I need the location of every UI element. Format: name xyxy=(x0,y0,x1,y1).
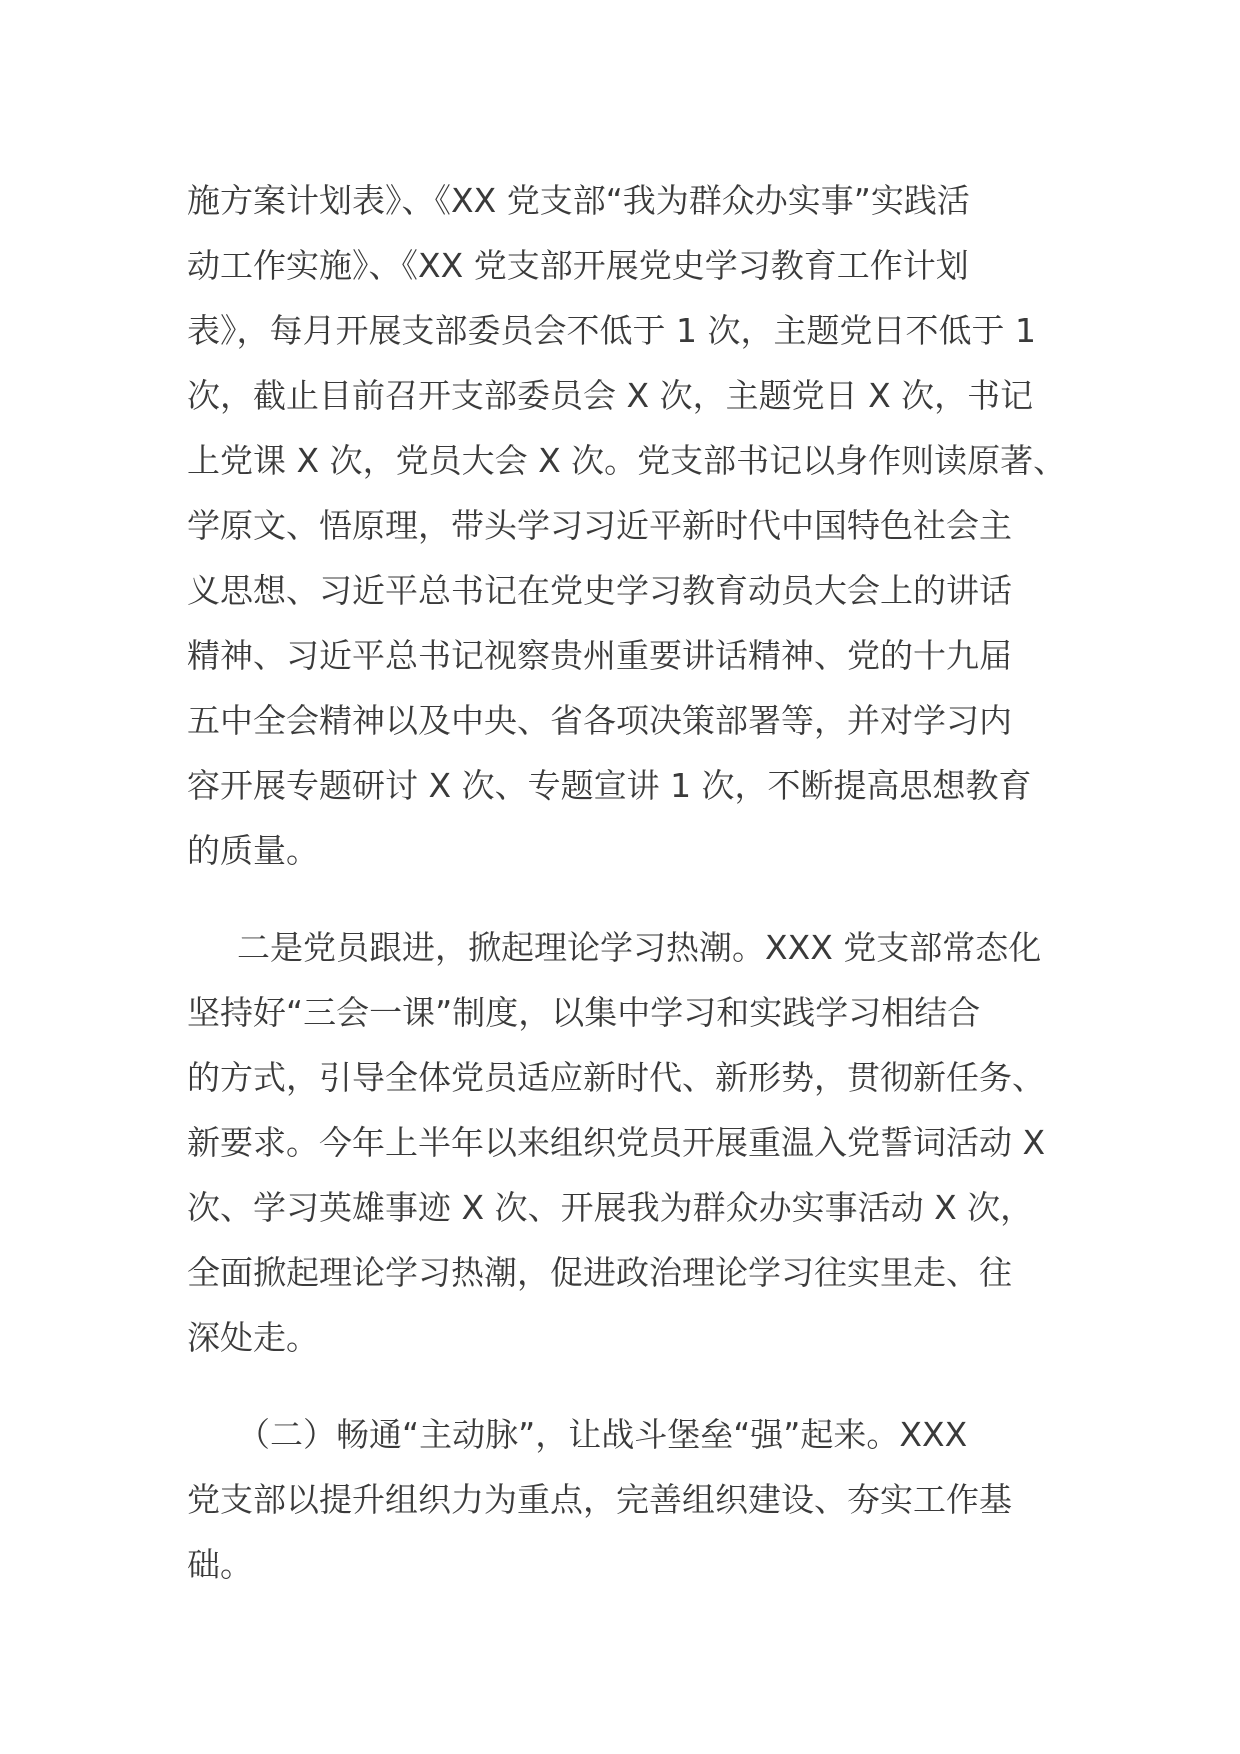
text-line: 全面掀起理论学习热潮，促进政治理论学习往实里走、往 xyxy=(187,1253,1012,1292)
text-line: 的方式，引导全体党员适应新时代、新形势，贯彻新任务、 xyxy=(187,1058,1045,1097)
text-line: 新要求。今年上半年以来组织党员开展重温入党誓词活动 X xyxy=(187,1123,1046,1162)
text-line: 施方案计划表》、《XX 党支部“我为群众办实事”实践活 xyxy=(187,181,970,220)
section-heading-line: （二）畅通“主动脉”，让战斗堡垒“强”起来。XXX xyxy=(237,1415,968,1454)
text-line: 二是党员跟进，掀起理论学习热潮。XXX 党支部常态化 xyxy=(237,928,1042,967)
text-line: 动工作实施》、《XX 党支部开展党史学习教育工作计划 xyxy=(187,246,969,285)
text-line: 次、学习英雄事迹 X 次、开展我为群众办实事活动 X 次， xyxy=(187,1188,1034,1227)
text-line: 坚持好“三会一课”制度，以集中学习和实践学习相结合 xyxy=(187,993,981,1032)
text-line: 精神、习近平总书记视察贵州重要讲话精神、党的十九届 xyxy=(187,636,1012,675)
text-line: 容开展专题研讨 X 次、专题宣讲 1 次，不断提高思想教育 xyxy=(187,766,1032,805)
text-line: 五中全会精神以及中央、省各项决策部署等，并对学习内 xyxy=(187,701,1012,740)
text-line: 党支部以提升组织力为重点，完善组织建设、夯实工作基 xyxy=(187,1480,1012,1519)
text-line: 表》，每月开展支部委员会不低于 1 次，主题党日不低于 1 xyxy=(187,311,1036,350)
document-body xyxy=(187,168,1067,1597)
text-line: 的质量。 xyxy=(187,831,319,870)
text-line: 础。 xyxy=(187,1545,253,1584)
text-line: 次，截止目前召开支部委员会 X 次，主题党日 X 次，书记 xyxy=(187,376,1034,415)
text-line: 学原文、悟原理，带头学习习近平新时代中国特色社会主 xyxy=(187,506,1012,545)
text-line: 深处走。 xyxy=(187,1318,319,1357)
text-line: 上党课 X 次，党员大会 X 次。党支部书记以身作则读原著、 xyxy=(187,441,1067,480)
paragraph-section-two xyxy=(187,1402,1057,1597)
paragraph-member-follow-up xyxy=(187,915,1057,1370)
paragraph-study-plan xyxy=(187,168,1067,883)
text-line: 义思想、习近平总书记在党史学习教育动员大会上的讲话 xyxy=(187,571,1012,610)
